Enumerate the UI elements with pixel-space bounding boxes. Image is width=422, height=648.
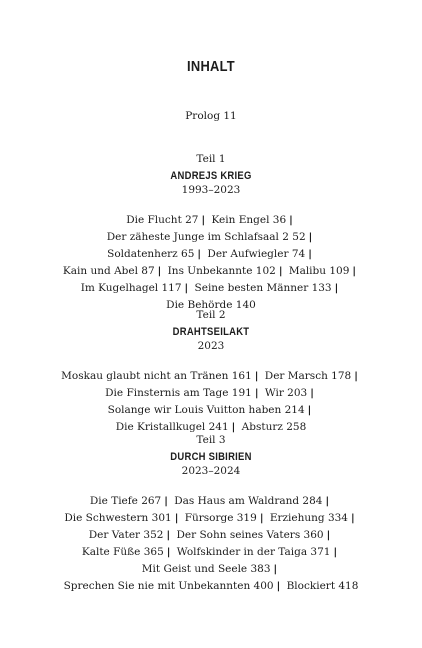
part-label: Teil 2 (196, 309, 226, 321)
chapter-entry: Die Behörde 140 (166, 299, 256, 311)
part-years: 2023 (197, 340, 225, 352)
chapter-entry: Soldatenherz 65 (107, 248, 195, 260)
chapter-entry: Mit Geist und Seele 383 (141, 563, 271, 575)
chapter-separator: | (197, 249, 202, 260)
chapter-separator: | (326, 530, 331, 541)
chapter-entry: Der Marsch 178 (264, 370, 352, 382)
chapter-list (51, 368, 371, 436)
chapter-separator: | (308, 249, 312, 260)
chapter-entry: Sprechen Sie nie mit Unbekannten 400 (63, 580, 274, 592)
chapter-entry: Die Finsternis am Tage 191 (105, 387, 252, 399)
chapter-entry: Kein Engel 36 (211, 214, 287, 226)
chapter-separator: | (310, 388, 314, 399)
chapter-separator: | (276, 581, 281, 592)
part-years: 2023–2024 (181, 465, 241, 477)
chapter-separator: | (201, 215, 206, 226)
chapter-list (61, 212, 361, 313)
chapter-entry: Die Schwestern 301 (64, 512, 172, 524)
chapter-separator: | (166, 530, 171, 541)
chapter-separator: | (352, 266, 357, 277)
prolog-entry: Prolog 11 (185, 110, 237, 122)
part-section (0, 152, 422, 313)
part-title: DRAHTSEILAKT (172, 326, 250, 338)
chapter-separator: | (157, 266, 162, 277)
part-label: Teil 3 (196, 434, 226, 446)
chapter-entry: Der zäheste Junge im Schlafsaal 2 52 (106, 231, 306, 243)
part-years: 1993–2023 (181, 184, 241, 196)
chapter-entry: Absturz 258 (241, 421, 307, 433)
chapter-entry: Erziehung 334 (269, 512, 348, 524)
chapter-entry: Der Sohn seines Vaters 360 (176, 529, 324, 541)
chapter-separator: | (289, 215, 293, 226)
chapter-entry: Solange wir Louis Vuitton haben 214 (107, 404, 305, 416)
chapter-separator: | (325, 496, 330, 507)
chapter-separator: | (334, 283, 339, 294)
chapter-separator: | (307, 405, 312, 416)
chapter-entry: Die Kristallkugel 241 (115, 421, 229, 433)
part-section (0, 308, 422, 436)
chapter-entry: Der Aufwiegler 74 (207, 248, 306, 260)
chapter-entry: Malibu 109 (288, 265, 350, 277)
chapter-entry: Das Haus am Waldrand 284 (174, 495, 323, 507)
chapter-separator: | (351, 513, 355, 524)
part-title: DURCH SIBIRIEN (170, 451, 252, 463)
chapter-entry: Die Flucht 27 (126, 214, 199, 226)
page-title: INHALT (187, 58, 235, 75)
chapter-entry: Der Vater 352 (88, 529, 164, 541)
chapter-separator: | (259, 513, 264, 524)
chapter-entry: Kain und Abel 87 (62, 265, 155, 277)
part-label: Teil 1 (196, 153, 226, 165)
chapter-separator: | (278, 266, 283, 277)
chapter-separator: | (308, 232, 313, 243)
chapter-entry: Blockiert 418 (286, 580, 359, 592)
chapter-separator: | (254, 388, 259, 399)
chapter-separator: | (231, 422, 236, 433)
chapter-entry: Fürsorge 319 (184, 512, 257, 524)
part-section (0, 433, 422, 595)
chapter-entry: Im Kugelhagel 117 (80, 282, 182, 294)
chapter-separator: | (273, 564, 278, 575)
chapter-entry: Wir 203 (264, 387, 308, 399)
chapter-entry: Die Tiefe 267 (89, 495, 162, 507)
chapter-separator: | (254, 371, 259, 382)
chapter-separator: | (164, 496, 168, 507)
chapter-separator: | (354, 371, 358, 382)
chapter-list (61, 493, 361, 595)
chapter-separator: | (174, 513, 179, 524)
chapter-separator: | (166, 547, 171, 558)
part-title: ANDREJS KRIEG (170, 170, 252, 182)
chapter-entry: Moskau glaubt nicht an Tränen 161 (61, 370, 252, 382)
chapter-separator: | (184, 283, 189, 294)
chapter-entry: Seine besten Männer 133 (194, 282, 332, 294)
chapter-entry: Ins Unbekannte 102 (167, 265, 276, 277)
chapter-separator: | (333, 547, 338, 558)
chapter-entry: Kalte Füße 365 (81, 546, 164, 558)
chapter-entry: Wolfskinder in der Taiga 371 (176, 546, 331, 558)
